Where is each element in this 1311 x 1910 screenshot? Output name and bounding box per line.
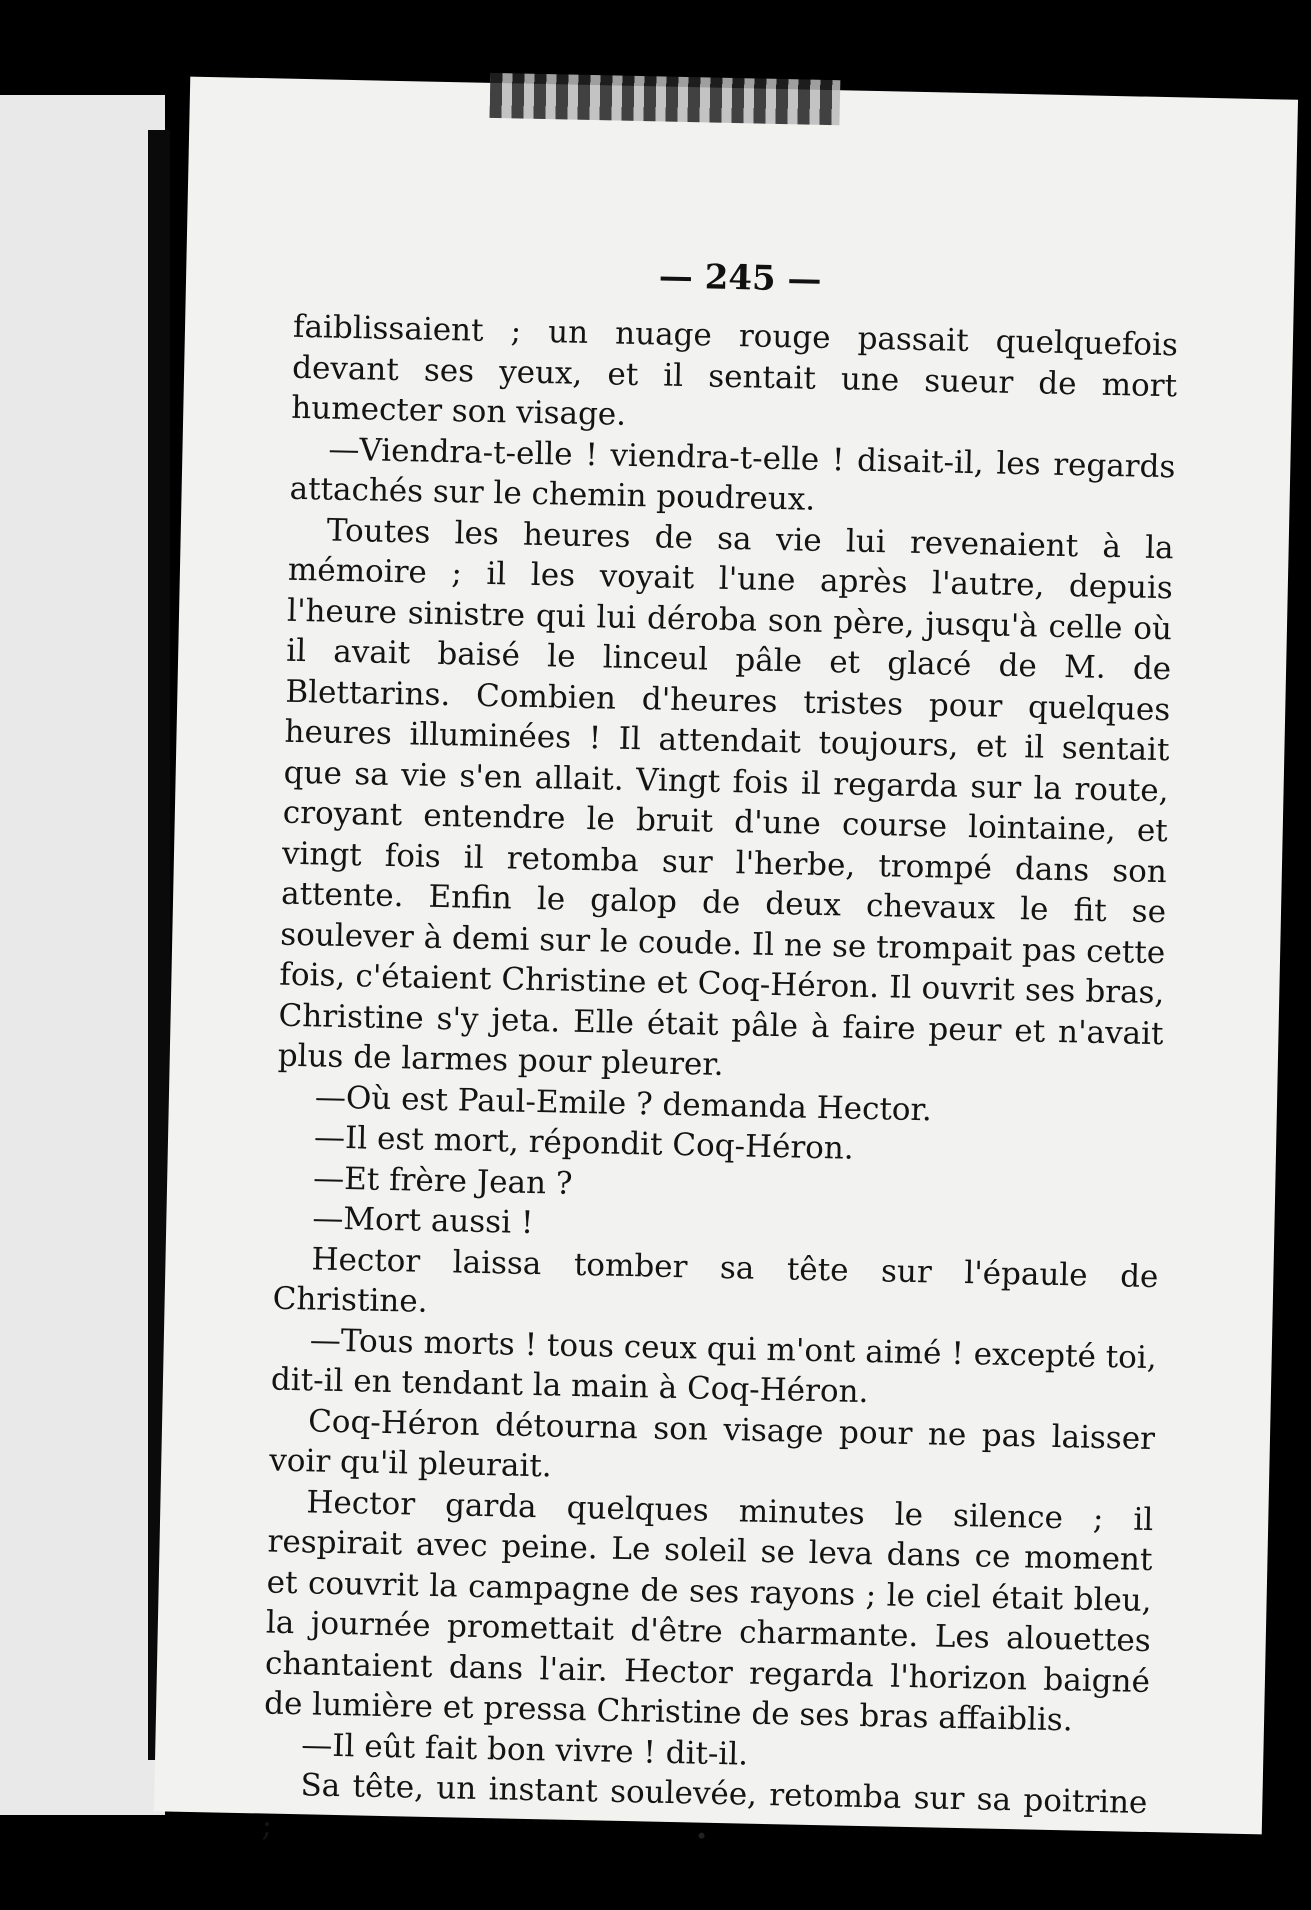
dialogue-line: —Il eût fait bon vivre ! dit-il.	[301, 1726, 749, 1773]
decorative-header-band	[489, 73, 840, 125]
book-page	[154, 77, 1298, 1844]
paragraph: Hector garda quelques minutes le silence ; il respirait avec peine. Le soleil se leva dans ce moment et couvrit la campagne de ses rayons ; le ciel était bleu, la journée promettait d'être charmante. Les alouettes chantaient dans l'air. Hector regarda l'horizon baigné de lumière et pressa Christine de ses bras affaiblis.	[263, 1483, 1154, 1739]
paragraph: Hector laissa tomber sa tête sur l'épaule de Christine.	[272, 1240, 1159, 1320]
paragraph: Coq-Héron détourna son visage pour ne pas laisser voir qu'il pleurait.	[268, 1402, 1156, 1485]
paragraph: Toutes les heures de sa vie lui revenaient à la mémoire ; il les voyait l'une après l'autre, depuis l'heure sinistre qui lui déroba son père, jusqu'à celle où il avait baisé le linceul pâle et glacé de M. de Blettarins. Combien d'heures tristes pour quelques heures illuminées ! Il attendait toujours, et il sentait que sa vie s'en allait. Vingt fois il regarda sur la route, croyant entendre le bruit d'une course lointaine, et vingt fois il retomba sur l'herbe, trompé dans son attente. Enfin le galop de deux chevaux le fit se soulever à demi sur le coude. Il ne se trompait pas cette fois, c'étaient Christine et Coq-Héron. Il ouvrit ses bras, Christine s'y jeta. Elle était pâle à faire peur et n'avait plus de larmes pour pleurer.	[277, 512, 1175, 1083]
dialogue-line: —Mort aussi !	[312, 1200, 534, 1242]
ink-speck	[698, 1833, 704, 1839]
dialogue-line: —Il est mort, répondit Coq-Héron.	[313, 1119, 855, 1167]
dialogue-line: —Tous morts ! tous ceux qui m'ont aimé ! excepté toi, dit-il en tendant la main à Coq-Héron.	[270, 1321, 1158, 1411]
body-text	[261, 307, 1178, 1864]
dialogue-line: —Et frère Jean ?	[312, 1159, 573, 1202]
facing-page-edge	[0, 95, 165, 1815]
paragraph: faiblissaient ; un nuage rouge passait quelquefois devant ses yeux, et il sentait une sueur de mort humecter son visage.	[290, 308, 1179, 433]
dialogue-line: —Où est Paul-Emile ? demanda Hector.	[314, 1078, 933, 1128]
paragraph: —Viendra-t-elle ! viendra-t-elle ! disait-il, les regards attachés sur le chemin poudreux.	[289, 431, 1176, 518]
page-number: — 245 —	[658, 256, 822, 300]
paragraph: Sa tête, un instant soulevée, retomba sur sa poitrine ;	[261, 1767, 1148, 1844]
